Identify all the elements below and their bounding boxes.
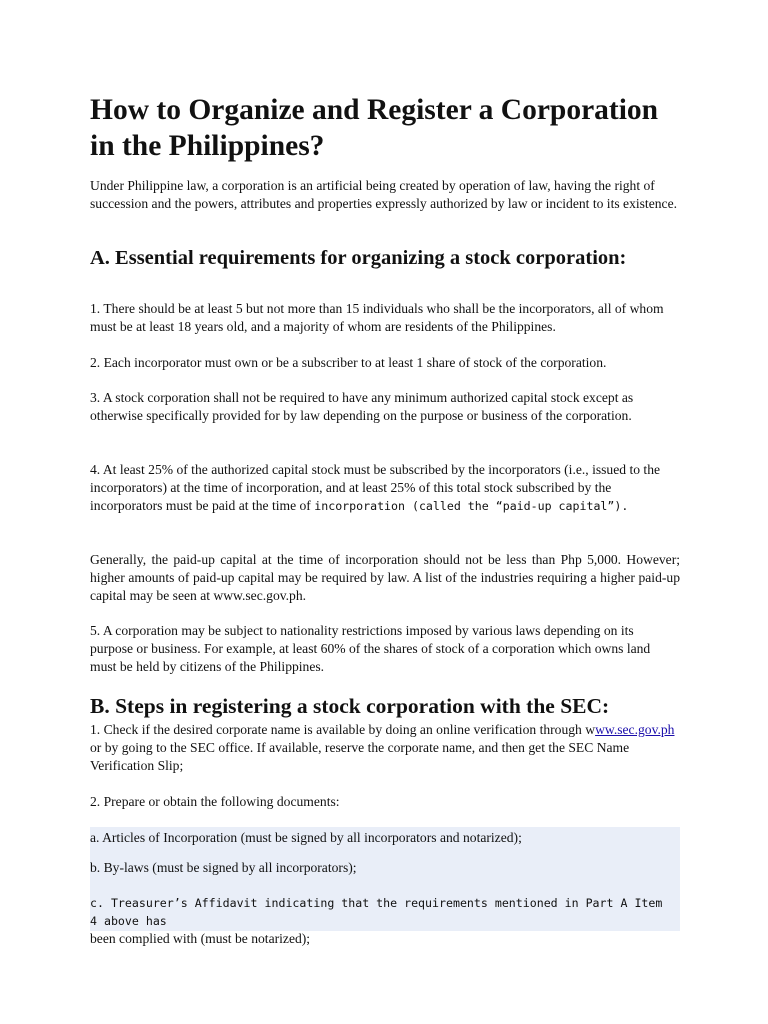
section-a-heading: A. Essential requirements for organizing a stock corporation:	[90, 247, 627, 269]
section-b-step-2: 2. Prepare or obtain the following documents:	[90, 794, 340, 809]
section-a-item-2: 2. Each incorporator must own or be a subscriber to at least 1 share of stock of the corporation.	[90, 355, 607, 370]
section-b-step-1	[90, 721, 680, 775]
document-item-c-rest: been complied with (must be notarized);	[90, 931, 311, 946]
sec-website-link[interactable]: ww.sec.gov.ph	[595, 722, 675, 737]
document-item-b: b. By-laws (must be signed by all incorporators);	[90, 860, 357, 875]
document-item-c-alt-font: c. Treasurer’s Affidavit indicating that the requirements mentioned in Part A Item 4 above has	[90, 896, 663, 928]
section-a-item-1: 1. There should be at least 5 but not more than 15 individuals who shall be the incorporators, all of whom must be at least 18 years old, and a majority of whom are residents of the Philippines.	[90, 301, 664, 334]
item-4-text: 4. At least 25% of the authorized capital stock must be subscribed by the incorporators (i.e., issued to the incorporators) at the time of incorporation, and at least 25% of this total stock subscribed by the incorporators must be paid at the time of	[90, 462, 661, 513]
paid-up-capital-paragraph: Generally, the paid-up capital at the time of incorporation should not be less than Php 5,000. However; higher amounts of paid-up capital may be required by law. A list of the industries requiring a higher paid-up capital may be seen at www.sec.gov.ph.	[90, 552, 680, 603]
item-4-alt-font-text: incorporation (called the “paid-up capital”).	[314, 499, 629, 513]
step-1-text-before: 1. Check if the desired corporate name is available by doing an online verification through w	[90, 722, 596, 737]
document-item-a: a. Articles of Incorporation (must be signed by all incorporators and notarized);	[90, 830, 522, 845]
intro-paragraph: Under Philippine law, a corporation is an artificial being created by operation of law, having the right of succession and the powers, attributes and properties expressly authorized by law or incident to its existence.	[90, 178, 678, 211]
page-title: How to Organize and Register a Corporation in the Philippines?	[90, 94, 659, 162]
document-item-c	[90, 894, 676, 948]
step-1-text-after: or by going to the SEC office. If available, reserve the corporate name, and then get the SEC Name Verification Slip;	[90, 740, 630, 773]
section-a-item-5: 5. A corporation may be subject to nationality restrictions imposed by various laws depending on its purpose or business. For example, at least 60% of the shares of stock of a corporation which owns land must be held by citizens of the Philippines.	[90, 623, 651, 674]
documents-list	[90, 827, 680, 946]
section-b-heading: B. Steps in registering a stock corporation with the SEC:	[90, 694, 610, 718]
section-a-item-4	[90, 461, 680, 515]
section-a-item-3: 3. A stock corporation shall not be required to have any minimum authorized capital stock except as otherwise specifically provided for by law depending on the purpose or business of the corporation.	[90, 390, 634, 423]
